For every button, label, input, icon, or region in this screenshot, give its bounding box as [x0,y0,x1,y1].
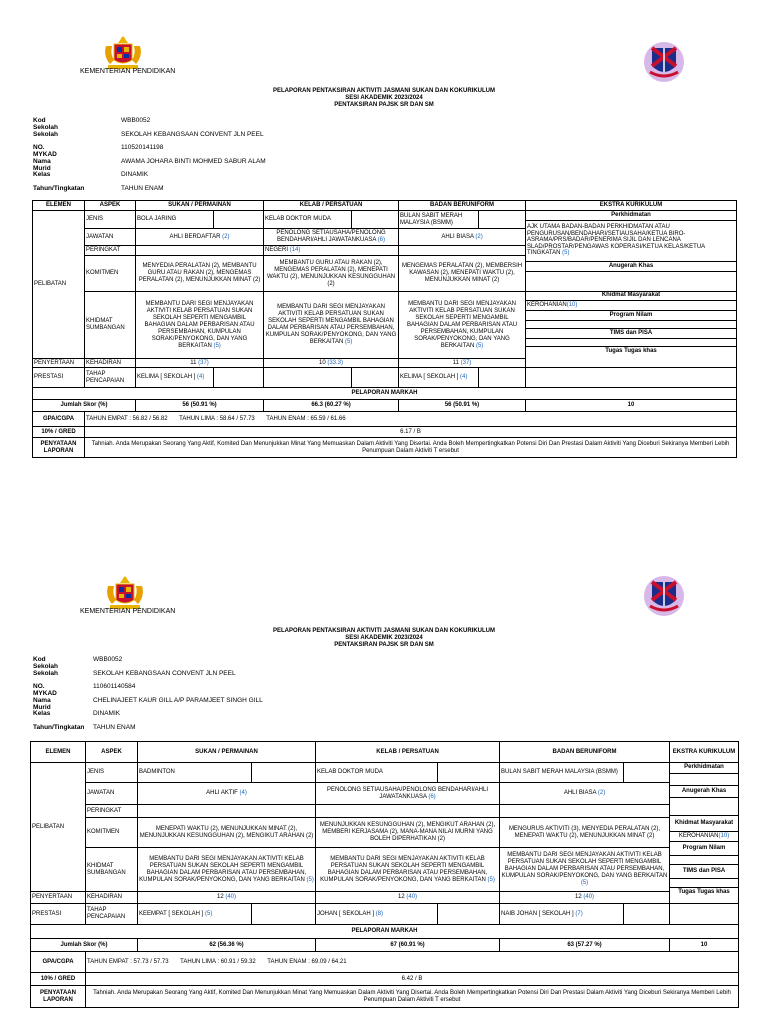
col-badan: BADAN BERUNIFORM [500,742,670,763]
school-crest-icon [642,40,686,84]
ekstra-skor: 10 [670,939,739,952]
gpa-value: TAHUN EMPAT : 57.73 / 57.73 TAHUN LIMA : 60.91 / 59.32 TAHUN ENAM : 69.09 / 64.21 [86,952,739,973]
penyataan-label: PENYATAAN LAPORAN [31,986,86,1008]
report-title-block [0,88,768,109]
tahun-value: TAHUN ENAM [121,184,164,192]
report-title: PELAPORAN PENTAKSIRAN AKTIVITI JASMANI SUKAN DAN KOKURIKULUM [272,88,495,94]
col-aspek: ASPEK [85,201,136,211]
aspek-kehadiran: KEHADIRAN [86,892,138,904]
penyataan-value: Tahniah. Anda Merupakan Seorang Yang Aktif, Komited Dan Menunjukkan Minat Yang Memuaskan Dalam Aktiviti Yang Disertai. Anda Boleh Mempertingkatkan Potensi Diri Dan Prestasi Dalam Aktiviti Yang Diceburi Sekiranya Memberi Lebih Penumpuan Dalam Aktiviti T ersebut [85,438,737,458]
kelab-jawatan: PENOLONG SETIAUSAHA/PENOLONG BENDAHARI/AHLI JAWATANKUASA (6) [316,783,500,805]
elemen-pelibatan: PELIBATAN [31,763,86,892]
elemen-prestasi: PRESTASI [31,904,86,925]
sukan-komitmen: MENYEDIA PERALATAN (2), MEMBANTU GURU ATAU RAKAN (2), MENGEMAS PERALATAN (2), MENUNJUKKAN MINAT (2) [136,256,264,292]
col-sukan: SUKAN / PERMAINAN [138,742,316,763]
ekstra-kerohanian-value: KEROHANIAN(10) [526,300,736,310]
sukan-jawatan: AHLI BERDAFTAR (2) [136,229,264,246]
sukan-khidmat: MEMBANTU DARI SEGI MENJAYAKAN AKTIVITI KELAB PERSATUAN SUKAN SEKOLAH SEPERTI MENGAMBIL BAHAGIAN DALAM PERBARISAN ATAU PERSEMBAHAN, KUMPULAN SORAK/PENYOKONG, DAN YANG BERKAITAN (5) [138,848,316,892]
kod-sekolah-label: Kod Sekolah [33,656,58,670]
pelaporan-markah-header: PELAPORAN MARKAH [33,388,737,400]
ekstra-table [526,211,736,356]
col-elemen: ELEMEN [31,742,86,763]
jumlah-skor-label: Jumlah Skor (%) [31,939,138,952]
col-elemen: ELEMEN [33,201,85,211]
elemen-penyertaan: PENYERTAAN [33,359,85,368]
penyataan-label: PENYATAAN LAPORAN [33,438,85,458]
report-page-1 [0,0,768,505]
aspek-jenis: JENIS [86,763,138,783]
kelab-jenis: KELAB DOKTOR MUDA [264,211,352,229]
elemen-prestasi: PRESTASI [33,368,85,388]
ekstra-perkhidmatan-value: AJK UTAMA BADAN-BADAN PERKHIDMATAN ATAU PENGURUSAN/BENDAHARI/SETIAUSAHA/KETUA BIRO-ASRAMA/PRS/BADAR/PENERIMA SIJIL DAN LENCANA SLAD/PROSTAR/PENGAWAS KOPERASI/KETUA KELAS/KETUA TINGKATAN (5) [526,220,736,261]
sukan-jawatan: AHLI AKTIF (4) [138,783,316,805]
badan-tahap: NAIB JOHAN [ SEKOLAH ] (7) [500,904,624,925]
sukan-khidmat: MEMBANTU DARI SEGI MENJAYAKAN AKTIVITI KELAB PERSATUAN SUKAN SEKOLAH SEPERTI MENGAMBIL BAHAGIAN DALAM PERBARISAN ATAU PERSEMBAHAN, KUMPULAN SORAK/PENYOKONG, DAN YANG BERKAITAN (5) [136,292,264,359]
ekstra-anugerah-title: Anugerah Khas [526,261,736,271]
sukan-komitmen: MENEPATI WAKTU (2), MENUNJUKKAN MINAT (2), MENUNJUKKAN KESUNGGUHAN (2), MENGIKUT ARAHAN (2) [138,818,316,848]
sukan-kehadiran: 12 (40) [138,892,316,904]
tahun-label: Tahun/Tingkatan [33,723,85,731]
ekstra-column [526,211,737,368]
sukan-kehadiran: 11 (37) [136,359,264,368]
ekstra-tugas-title: Tugas Tugas khas [526,346,736,356]
ekstra-perkhidmatan-title: Perkhidmatan [670,763,738,773]
assessment-table [30,741,739,1008]
gred-label: 10% / GRED [31,973,86,986]
aspek-peringkat: PERINGKAT [86,805,138,818]
jumlah-skor-label: Jumlah Skor (%) [33,400,136,412]
ekstra-anugerah-value [526,271,736,291]
ekstra-nilam-title: Program Nilam [670,841,738,855]
nama-murid-label: Nama Murid [33,696,51,711]
col-ekstra: EKSTRA KURIKULUM [526,201,737,211]
sukan-skor: 56 (50.91 %) [136,400,264,412]
badan-kehadiran: 11 (37) [399,359,526,368]
badan-jenis: BULAN SABIT MERAH MALAYSIA (BSMM) [399,211,479,229]
col-badan: BADAN BERUNIFORM [399,201,526,211]
ekstra-perkhidmatan-value [670,773,738,785]
aspek-tahap: TAHAP PENCAPAIAN [86,904,138,925]
sekolah-value: SEKOLAH KEBANGSAAN CONVENT JLN PEEL [93,669,236,677]
nama-murid-value: CHELINAJEET KAUR GILL A/P PARAMJEET SINGH GILL [93,696,263,704]
tahun-value: TAHUN ENAM [93,723,136,731]
ekstra-anugerah-title: Anugerah Khas [670,785,738,797]
kelab-jawatan: PENOLONG SETIAUSAHA/PENOLONG BENDAHARI/AHLI JAWATANKUASA (6) [264,229,399,246]
report-page-2 [0,540,768,1024]
ekstra-tims-title: TIMS dan PISA [670,864,738,878]
ekstra-tims-value [670,878,738,887]
badan-khidmat: MEMBANTU DARI SEGI MENJAYAKAN AKTIVITI KELAB PERSATUAN SUKAN SEKOLAH SEPERTI MENGAMBIL BAHAGIAN DALAM PERBARISAN ATAU PERSEMBAHAN, KUMPULAN SORAK/PENYOKONG, DAN YANG BERKAITAN (5) [500,848,670,892]
sekolah-label: Sekolah [33,669,58,677]
badan-komitmen: MENGEMAS PERALATAN (2), MEMBERSIH KAWASAN (2), MENEPATI WAKTU (2), MENUNJUKKAN MINAT (2) [399,256,526,292]
sekolah-value: SEKOLAH KEBANGSAAN CONVENT JLN PEEL [121,130,264,138]
aspek-tahap: TAHAP PENCAPAIAN [85,368,136,388]
aspek-khidmat: KHIDMAT SUMBANGAN [86,848,138,892]
badan-khidmat: MEMBANTU DARI SEGI MENJAYAKAN AKTIVITI KELAB PERSATUAN SUKAN SEKOLAH SEPERTI MENGAMBIL BAHAGIAN DALAM PERBARISAN ATAU PERSEMBAHAN, KUMPULAN SORAK/PENYOKONG, DAN YANG BERKAITAN (5) [399,292,526,359]
kelab-tahap: JOHAN [ SEKOLAH ] (8) [316,904,438,925]
gred-value: 6.42 / B [86,973,739,986]
sukan-jenis: BADMINTON [138,763,252,783]
badan-kehadiran: 12 (40) [500,892,670,904]
kelab-jenis: KELAB DOKTOR MUDA [316,763,438,783]
sekolah-label: Sekolah [33,130,58,138]
kelab-komitmen: MEMBANTU GURU ATAU RAKAN (2), MENGEMAS PERALATAN (2), MENEPATI WAKTU (2), MENUNJUKKAN KESUNGGUHAN (2) [264,256,399,292]
kelab-skor: 67 (60.91 %) [316,939,500,952]
ekstra-column [670,763,739,904]
assessment-name: PENTAKSIRAN PAJSK SR DAN SM [334,102,434,108]
aspek-komitmen: KOMITMEN [85,256,136,292]
academic-session: SESI AKADEMIK 2023/2024 [345,635,423,641]
malaysia-coat-of-arms-icon [100,34,146,72]
ekstra-anugerah-value [670,797,738,815]
aspek-khidmat: KHIDMAT SUMBANGAN [85,292,136,359]
ekstra-table [670,763,738,898]
aspek-jawatan: JAWATAN [86,783,138,805]
sukan-tahap: KELIMA [ SEKOLAH ] (4) [136,368,214,388]
aspek-kehadiran: KEHADIRAN [85,359,136,368]
kelab-kehadiran: 12 (40) [316,892,500,904]
kod-sekolah-value: WBB0052 [121,117,151,124]
assessment-name: PENTAKSIRAN PAJSK SR DAN SM [334,642,434,648]
kelab-khidmat: MEMBANTU DARI SEGI MENJAYAKAN AKTIVITI KELAB PERSATUAN SUKAN SEKOLAH SEPERTI MENGAMBIL BAHAGIAN DALAM PERBARISAN ATAU PERSEMBAHAN, KUMPULAN SORAK/PENYOKONG, DAN YANG BERKAITAN (5) [264,292,399,359]
gpa-label: GPA/CGPA [31,952,86,973]
aspek-jenis: JENIS [85,211,136,229]
kelas-label: Kelas [33,171,51,178]
kelab-tahap [264,368,352,388]
badan-jenis: BULAN SABIT MERAH MALAYSIA (BSMM) [500,763,624,783]
kelas-value: DINAMIK [93,710,121,717]
ekstra-tims-value [526,338,736,346]
col-kelab: KELAB / PERSATUAN [264,201,399,211]
ekstra-kerohanian-value: KEROHANIAN(10) [670,831,738,841]
kelab-komitmen: MENUNJUKKAN KESUNGGUHAN (2), MENGIKUT ARAHAN (2), MEMBERI KERJASAMA (2), MANA-MANA NILAI MURNI YANG BOLEH DIPERHATIKAN (2) [316,818,500,848]
aspek-komitmen: KOMITMEN [86,818,138,848]
badan-jawatan: AHLI BIASA (2) [399,229,526,246]
ministry-name: KEMENTERIAN PENDIDIKAN [80,608,176,615]
gred-value: 6.17 / B [85,427,737,438]
badan-komitmen: MENGURUS AKTIVITI (3), MENYEDIA PERALATAN (2), MENEPATI WAKTU (2), MENUNJUKKAN MINAT (2) [500,818,670,848]
col-ekstra: EKSTRA KURIKULUM [670,742,739,763]
academic-session: SESI AKADEMIK 2023/2024 [345,95,423,101]
aspek-peringkat: PERINGKAT [85,246,136,256]
pelaporan-markah-header: PELAPORAN MARKAH [31,925,739,939]
report-title-block [0,628,768,649]
badan-jawatan: AHLI BIASA (2) [500,783,670,805]
kelab-kehadiran: 10 (33.3) [264,359,399,368]
sukan-tahap: KEEMPAT [ SEKOLAH ] (5) [138,904,252,925]
nama-murid-value: AWAMA JOHARA BINTI MOHMED SABUR ALAM [121,157,266,165]
kelab-khidmat: MEMBANTU DARI SEGI MENJAYAKAN AKTIVITI KELAB PERSATUAN SUKAN SEKOLAH SEPERTI MENGAMBIL BAHAGIAN DALAM PERBARISAN ATAU PERSEMBAHAN, KUMPULAN SORAK/PENYOKONG, DAN YANG BERKAITAN (5) [316,848,500,892]
report-title: PELAPORAN PENTAKSIRAN AKTIVITI JASMANI SUKAN DAN KOKURIKULUM [272,628,495,634]
col-aspek: ASPEK [86,742,138,763]
ministry-name: KEMENTERIAN PENDIDIKAN [80,68,176,75]
mykad-label: NO. MYKAD [33,144,57,158]
ekstra-skor: 10 [526,400,737,412]
badan-tahap: KELIMA [ SEKOLAH ] (4) [399,368,479,388]
ekstra-tugas-title: Tugas Tugas khas [670,887,738,898]
kelab-peringkat: NEGERI (14) [264,246,399,256]
kelab-skor: 66.3 (60.27 %) [264,400,399,412]
ekstra-perkhidmatan-title: Perkhidmatan [526,211,736,220]
ekstra-nilam-title: Program Nilam [526,310,736,320]
ekstra-khidmat-title: Khidmat Masyarakat [670,815,738,831]
gpa-value: TAHUN EMPAT : 56.82 / 56.82 TAHUN LIMA : 58.64 / 57.73 TAHUN ENAM : 65.59 / 61.66 [85,412,737,427]
kelas-label: Kelas [33,710,51,717]
sukan-jenis: BOLA JARING [136,211,214,229]
ekstra-tims-title: TIMS dan PISA [526,328,736,338]
mykad-label: NO. MYKAD [33,683,57,697]
gred-label: 10% / GRED [33,427,85,438]
badan-skor: 56 (50.91 %) [399,400,526,412]
kelas-value: DINAMIK [121,171,149,178]
nama-murid-label: Nama Murid [33,157,51,172]
gpa-label: GPA/CGPA [33,412,85,427]
malaysia-coat-of-arms-icon [102,574,148,612]
school-crest-icon [642,574,686,618]
mykad-value: 110601140584 [93,683,136,690]
kod-sekolah-value: WBB0052 [93,656,123,663]
ekstra-nilam-value [670,855,738,864]
sukan-skor: 62 (56.36 %) [138,939,316,952]
aspek-jawatan: JAWATAN [85,229,136,246]
mykad-value: 110520141198 [121,144,164,151]
col-kelab: KELAB / PERSATUAN [316,742,500,763]
kod-sekolah-label: Kod Sekolah [33,117,58,131]
elemen-pelibatan: PELIBATAN [33,211,85,359]
penyataan-value: Tahniah. Anda Merupakan Seorang Yang Aktif, Komited Dan Menunjukkan Minat Yang Memuaskan Dalam Aktiviti Yang Disertai. Anda Boleh Mempertingkatkan Potensi Diri Dan Prestasi Dalam Aktiviti Yang Diceburi Sekiranya Memberi Lebih Penumpuan Dalam Aktiviti T ersebut [86,986,739,1008]
badan-skor: 63 (57.27 %) [500,939,670,952]
tahun-label: Tahun/Tingkatan [33,184,85,192]
ekstra-nilam-value [526,320,736,328]
elemen-penyertaan: PENYERTAAN [31,892,86,904]
assessment-table [32,200,737,458]
ekstra-khidmat-title: Khidmat Masyarakat [526,291,736,300]
col-sukan: SUKAN / PERMAINAN [136,201,264,211]
